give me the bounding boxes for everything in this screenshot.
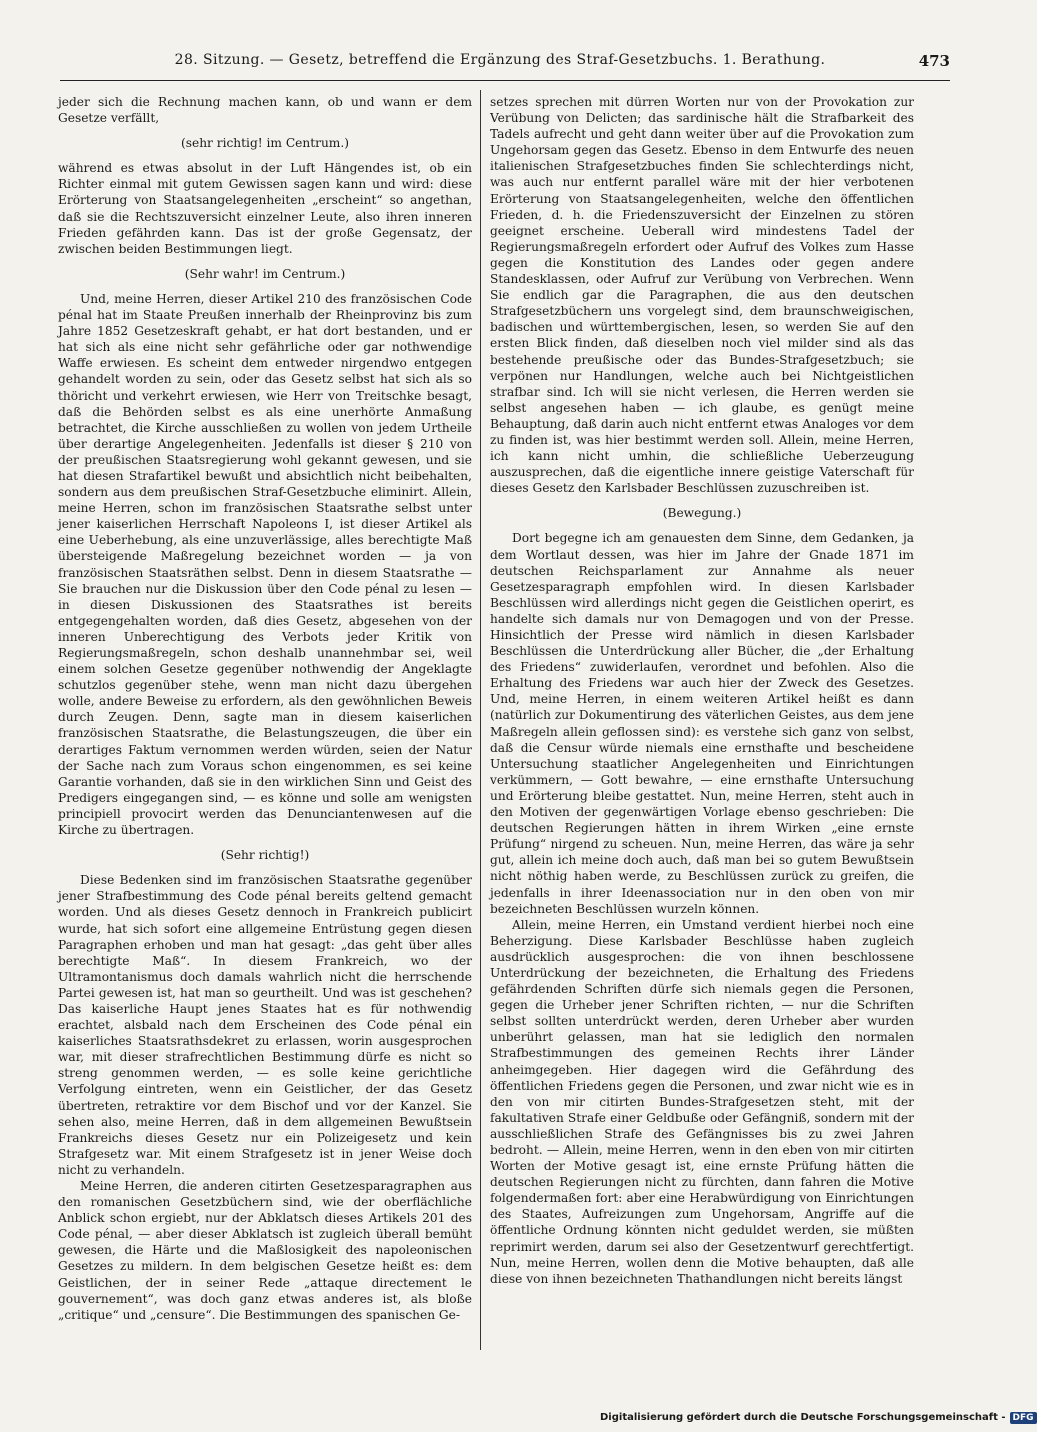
left-column [58, 94, 472, 1354]
dfg-logo: DFG [1010, 1412, 1037, 1424]
interjection: (Sehr wahr! im Centrum.) [184, 266, 346, 281]
paragraph: während es etwas absolut in der Luft Hängendes ist, ob ein Richter einmal mit gutem Gewissen sagen kann und wird: diese Erörterung von Staatsangelegenheiten „erscheint“ so angethan, daß sie die Rechtszuversicht einzelner Leute, also ihren inneren Frieden gefährden kann. Das ist der große Gegensatz, der zwischen beiden Bestimmungen liegt. [58, 161, 472, 256]
paragraph: Diese Bedenken sind im französischen Staatsrathe gegenüber jener Strafbestimmung des Code pénal bereits geltend gemacht worden. Und als dieses Gesetz dennoch in Frankreich publicirt wurde, hat sich sofort eine allgemeine Entrüstung gegen diesen Paragraphen erhoben und man hat gesagt: „das geht über alles berechtigte Maß“. In diesem Frankreich, wo der Ultramontanismus doch damals wahrlich nicht die herrschende Partei gewesen ist, hat man so geurtheilt. Und was ist geschehen? Das kaiserliche Haupt jenes Staates hat es für nothwendig erachtet, alsbald nach dem Erscheinen des Code pénal ein kaiserliches Staatsrathsdekret zu erlassen, worin ausgesprochen war, mit dieser strafrechtlichen Bestimmung dürfe es nicht so streng genommen werden, — es solle keine gerichtliche Verfolgung eintreten, wenn ein Geistlicher, der das Gesetz übertreten, retraktire vor dem Bischof und vor der Kanzel. Sie sehen also, meine Herren, daß in dem allgemeinen Bewußtsein Frankreichs dieses Gesetz nur ein Polizeigesetz und kein Strafgesetz war. Mit einem Strafgesetz ist in jener Weise doch nicht zu verhandeln. [58, 873, 472, 1177]
paragraph: Dort begegne ich am genauesten dem Sinne, dem Gedanken, ja dem Wortlaut dessen, was hier im Jahre der Gnade 1871 im deutschen Reichsparlament zur Annahme als neuer Gesetzesparagraph empfohlen wird. In diesen Karlsbader Beschlüssen wird allerdings nicht gegen die Geistlichen operirt, es handelte sich damals nur von Demagogen und von der Presse. Hinsichtlich der Presse wird nämlich in diesen Karlsbader Beschlüssen die Unterdrückung aller Bücher, die „der Erhaltung des Friedens“ zuwiderlaufen, verordnet und befohlen. Also die Erhaltung des Friedens war auch hier der Zweck des Gesetzes. Und, meine Herren, in einem weiteren Artikel heißt es dann (natürlich zur Dokumentirung des väterlichen Geistes, aus dem jene Maßregeln allein geflossen sind): es verstehe sich ganz von selbst, daß die Censur würde niemals eine ernsthafte und bescheidene Untersuchung staatlicher Angelegenheiten und Einrichtungen verkümmern, — Gott bewahre, — eine ernsthafte Untersuchung und Erörterung bleibe gestattet. Nun, meine Herren, steht auch in den Motiven der gegenwärtigen Vorlage ebenso geschrieben: Die deutschen Regierungen hätten in ihrem Wirken „eine ernste Prüfung“ nirgend zu scheuen. Nun, meine Herren, das wäre ja sehr gut, allein ich meine doch auch, daß man bei so gutem Bewußtsein nicht nöthig haben werde, zu Beschlüssen zurück zu greifen, die jedenfalls in ihrer Ideenassociation nur in den oben von mir bezeichneten Beschlüssen wurzeln können. [490, 531, 914, 916]
page-number: 473 [918, 52, 950, 70]
header-title: 28. Sitzung. — Gesetz, betreffend die Ergänzung des Straf-Gesetzbuchs. 1. Berathung. [174, 52, 826, 68]
paragraph: jeder sich die Rechnung machen kann, ob und wann er dem Gesetze verfällt, [58, 95, 472, 126]
paragraph: Allein, meine Herren, ein Umstand verdient hierbei noch eine Beherzigung. Diese Karlsbader Beschlüsse haben zugleich ausdrücklich ausgesprochen: die von ihnen beschlossene Unterdrückung der bezeichneten, die Erhaltung des Friedens gefährdenden Schriften dürfe sich niemals gegen die Personen, gegen die Urheber jener Schriften richten, — nur die Schriften selbst sollten unterdrückt werden, deren Urheber aber wurden unberührt gelassen, man hat sie lediglich den normalen Strafbestimmungen des gemeinen Rechts ihrer Länder anheimgegeben. Hier dagegen wird die Gefährdung des öffentlichen Friedens gegen die Personen, und zwar nicht wie es in den von mir citirten Bundes-Strafgesetzen steht, mit der fakultativen Strafe einer Geldbuße oder Gefängniß, sondern mit der ausschließlichen Strafe des Gefängnisses bis zu zwei Jahren bedroht. — Allein, meine Herren, wenn in den eben von mir citirten Worten der Motive gesagt ist, eine ernste Prüfung hätten die deutschen Regierungen nicht zu fürchten, dann fahren die Motive folgendermaßen fort: aber eine Herabwürdigung von Einrichtungen des Staates, Aufreizungen zum Ungehorsam, Angriffe auf die öffentliche Ordnung könnten nicht geduldet werden, sie müßten reprimirt werden, darum sei also der Gesetzentwurf gerechtfertigt. Nun, meine Herren, wollen denn die Motive behaupten, daß alle diese von ihnen bezeichneten Thathandlungen nicht bereits längst [490, 917, 914, 1286]
interjection: (Sehr richtig!) [220, 848, 310, 863]
footer-text: Digitalisierung gefördert durch die Deutsche Forschungsgemeinschaft - [600, 1412, 1006, 1423]
right-column [490, 94, 914, 1354]
column-divider [480, 90, 481, 1350]
paragraph: setzes sprechen mit dürren Worten nur von der Provokation zur Verübung von Delicten; das sardinische hält die Strafbarkeit des Tadels aufrecht und geht dann weiter über auf die Provokation zum Ungehorsam gegen das Gesetz. Ebenso in dem Entwurfe des neuen italienischen Strafgesetzbuches finden Sie schlechterdings nicht, was auch nur entfernt parallel wäre mit der hier verbotenen Erörterung von Staatsangelegenheiten, welche den öffentlichen Frieden, d. h. die Friedenszuversicht der Einzelnen zu stören geeignet erscheine. Ueberall wird mindestens Tadel der Regierungsmaßregeln erfordert oder Aufruf des Volkes zum Hasse gegen die Konstitution des Landes oder gegen andere Standesklassen, oder Aufruf zur Verübung von Verbrechen. Wenn Sie endlich gar die Paragraphen, die aus den deutschen Strafgesetzbüchern uns vorgelegt sind, dem braunschweigischen, badischen und württembergischen, lesen, so werden Sie auf den ersten Blick finden, daß dieselben noch viel milder sind als das bestehende preußische oder das Bundes-Strafgesetzbuch; sie verpönen nur Handlungen, welche auch bei Nichtgeistlichen strafbar sind. Ich will sie nicht verlesen, die Herren werden sie selbst angesehen haben — ich glaube, es genügt meine Behauptung, daß darin auch nicht entfernt etwas Analoges vor dem zu finden ist, was hier bestimmt werden soll. Allein, meine Herren, ich kann nicht umhin, die schließliche Ueberzeugung auszusprechen, daß die eigentliche innere geistige Vaterschaft für dieses Gesetz den Karlsbader Beschlüssen zuzuschreiben ist. [490, 95, 914, 496]
footer-credit [600, 1412, 1034, 1428]
paragraph: Und, meine Herren, dieser Artikel 210 des französischen Code pénal hat im Staate Preußen innerhalb der Rheinprovinz bis zum Jahre 1852 Gesetzeskraft gehabt, er hat dort bestanden, und er hat sich als eine nicht sehr gefährliche oder gar nothwendige Waffe erwiesen. Es scheint dem entweder nirgendwo entgegen gehandelt worden zu sein, oder das Gesetz selbst hat sich als so thöricht und verkehrt erwiesen, wie Herr von Treitschke besagt, daß die Behörden selbst es als eine unerhörte Anmaßung betrachtet, die Kirche ausschließen zu wollen von jedem Urtheile über derartige Angelegenheiten. Jedenfalls ist dieser § 210 von der preußischen Staatsregierung wohl gekannt gewesen, und sie hat diesen Strafartikel bewußt und absichtlich nicht beibehalten, sondern aus dem preußischen Straf-Gesetzbuche eliminirt. Allein, meine Herren, schon im französischen Staatsrathe selbst unter jener kaiserlichen Herrschaft Napoleons I, ist dieser Artikel als eine Ueberhebung, als eine unzuverlässige, alles berechtigte Maß übersteigende Maßregelung bezeichnet worden — ja von französischen Staatsräthen selbst. Denn in diesem Staatsrathe — Sie brauchen nur die Diskussion über den Code pénal zu lesen — in diesen Diskussionen des Staatsrathes ist bereits entgegengehalten worden, daß dies Gesetz, abgesehen von der inneren Unberechtigung des Verbots jeder Kritik von Regierungsmaßregeln, schon deshalb unannehmbar sei, weil einem solchen Gesetze gegenüber nothwendig der Angeklagte schutzlos gegenüber stehe, wenn man nicht dazu übergehen wolle, andere Beweise zu erfordern, als den gewöhnlichen Beweis durch Zeugen. Denn, sagte man in diesem kaiserlichen französischen Staatsrathe, die Belastungszeugen, die über ein derartiges Faktum vernommen werden würden, seien der Natur der Sache nach zum Voraus schon eingenommen, es sei keine Garantie vorhanden, daß sie in den wirklichen Sinn und Geist des Predigers eingegangen sind, — es könne und solle am wenigsten principiell provocirt werden das Denunciantenwesen auf die Kirche zu übertragen. [58, 291, 472, 838]
interjection: (sehr richtig! im Centrum.) [180, 136, 349, 151]
running-header [60, 52, 950, 76]
paragraph: Meine Herren, die anderen citirten Gesetzesparagraphen aus den romanischen Gesetzbüchern sind, wie der oberflächliche Anblick schon ergiebt, nur der Abklatsch dieses Artikels 201 des Code pénal, — aber dieser Abklatsch ist zugleich überall bemüht gewesen, die Härte und die Maßlosigkeit des napoleonischen Gesetzes zu mildern. In dem belgischen Gesetze heißt es: dem Geistlichen, der in seiner Rede „attaque directement le gouvernement“, was doch ganz etwas anderes ist, als bloße „critique“ und „censure“. Die Bestimmungen des spanischen Ge- [58, 1179, 472, 1322]
header-rule [60, 80, 950, 81]
interjection: (Bewegung.) [662, 506, 742, 521]
